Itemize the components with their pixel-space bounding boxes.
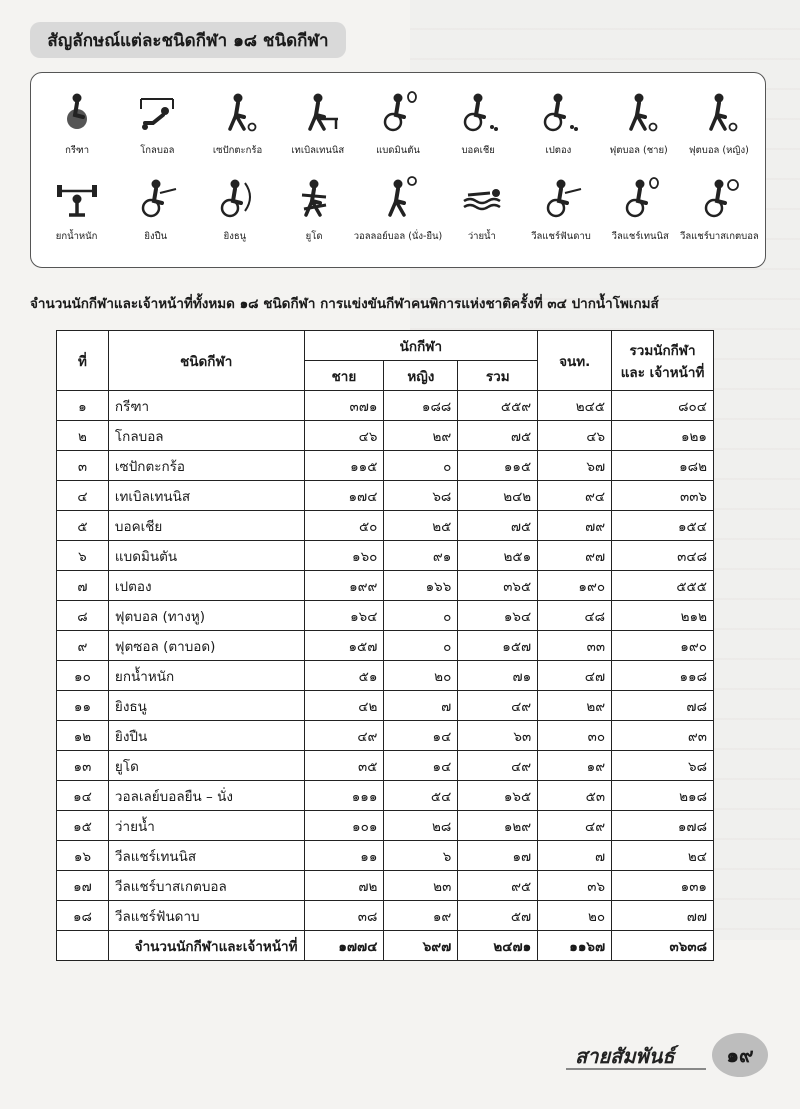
- cell-male: ๑๗๔: [304, 481, 384, 511]
- cell-no: ๕: [57, 511, 109, 541]
- cell-female: ๐: [384, 631, 458, 661]
- cell-staff: ๙๗: [538, 541, 612, 571]
- totals-total: ๓๖๓๘: [612, 931, 714, 961]
- cell-sport: ยกน้ำหนัก: [108, 661, 304, 691]
- cell-no: ๑: [57, 391, 109, 421]
- cell-sum: ๖๓: [458, 721, 538, 751]
- cell-total: ๗๘: [612, 691, 714, 721]
- cell-sum: ๗๑: [458, 661, 538, 691]
- cell-male: ๑๑๑: [304, 781, 384, 811]
- cell-sport: วีลแชร์ฟันดาบ: [108, 901, 304, 931]
- page-title: สัญลักษณ์แต่ละชนิดกีฬา ๑๘ ชนิดกีฬา: [30, 22, 346, 58]
- header-no: ที่: [57, 331, 109, 391]
- wheelchair-basketball-icon: [697, 175, 741, 223]
- totals-row: [57, 931, 714, 961]
- table-row: [57, 541, 714, 571]
- cell-female: ๑๔: [384, 721, 458, 751]
- table-row: [57, 451, 714, 481]
- cell-total: ๑๗๘: [612, 811, 714, 841]
- sport-symbol-label: กรีฑา: [65, 145, 90, 156]
- sport-symbol-label: โกลบอล: [140, 145, 175, 156]
- cell-no: ๑๑: [57, 691, 109, 721]
- cell-female: ๒๐: [384, 661, 458, 691]
- boccia-icon: [456, 89, 500, 137]
- table-row: [57, 661, 714, 691]
- cell-staff: ๒๙: [538, 691, 612, 721]
- sport-symbol-label: เทเบิลเทนนิส: [291, 145, 345, 156]
- sport-symbol-label: ฟุตบอล (หญิง): [688, 145, 749, 156]
- header-athletes: นักกีฬา: [304, 331, 538, 361]
- cell-female: ๙๑: [384, 541, 458, 571]
- totals-male: ๑๗๗๔: [304, 931, 384, 961]
- cell-sum: ๓๖๕: [458, 571, 538, 601]
- table-row: [57, 751, 714, 781]
- header-total: รวมนักกีฬา และ เจ้าหน้าที่: [612, 331, 714, 391]
- header-sum: รวม: [458, 361, 538, 391]
- cell-sum: ๗๕: [458, 511, 538, 541]
- table-body: [57, 391, 714, 931]
- header-staff: จนท.: [538, 331, 612, 391]
- cell-staff: ๑๙๐: [538, 571, 612, 601]
- cell-total: ๓๓๖: [612, 481, 714, 511]
- logo-underline: [566, 1068, 706, 1070]
- cell-sum: ๗๕: [458, 421, 538, 451]
- cell-staff: ๗: [538, 841, 612, 871]
- cell-sum: ๑๖๔: [458, 601, 538, 631]
- wheelchair-tennis-icon: [618, 175, 662, 223]
- cell-sport: วีลแชร์เทนนิส: [108, 841, 304, 871]
- cell-no: ๒: [57, 421, 109, 451]
- table-row: [57, 841, 714, 871]
- cell-no: ๔: [57, 481, 109, 511]
- cell-staff: ๒๔๕: [538, 391, 612, 421]
- cell-total: ๒๑๘: [612, 781, 714, 811]
- cell-male: ๕๑: [304, 661, 384, 691]
- cell-total: ๒๑๒: [612, 601, 714, 631]
- sport-symbol-label: วีลแชร์บาสเกตบอล: [680, 231, 759, 242]
- badminton-icon: [376, 89, 420, 137]
- cell-sport: ว่ายน้ำ: [108, 811, 304, 841]
- cell-staff: ๕๓: [538, 781, 612, 811]
- cell-no: ๑๔: [57, 781, 109, 811]
- table-tennis-icon: [296, 89, 340, 137]
- cell-total: ๑๓๑: [612, 871, 714, 901]
- cell-no: ๙: [57, 631, 109, 661]
- cell-no: ๘: [57, 601, 109, 631]
- cell-no: ๑๓: [57, 751, 109, 781]
- sport-symbol: [438, 89, 518, 158]
- cell-total: ๑๑๘: [612, 661, 714, 691]
- table-row: [57, 421, 714, 451]
- cell-sport: ยิงธนู: [108, 691, 304, 721]
- totals-sum: ๒๔๗๑: [458, 931, 538, 961]
- cell-sport: ฟุตซอล (ตาบอด): [108, 631, 304, 661]
- cell-total: ๑๒๑: [612, 421, 714, 451]
- judo-icon: [292, 175, 336, 223]
- sport-symbol: [601, 175, 680, 244]
- cell-female: ๖๘: [384, 481, 458, 511]
- cell-sport: ฟุตบอล (ทางหู): [108, 601, 304, 631]
- table-row: [57, 721, 714, 751]
- goalball-icon: [135, 89, 179, 137]
- cell-total: ๖๘: [612, 751, 714, 781]
- cell-no: ๑๖: [57, 841, 109, 871]
- cell-sum: ๑๖๕: [458, 781, 538, 811]
- table-row: [57, 871, 714, 901]
- cell-sport: โกลบอล: [108, 421, 304, 451]
- football-men-icon: [617, 89, 661, 137]
- cell-male: ๑๙๙: [304, 571, 384, 601]
- table-row: [57, 901, 714, 931]
- sport-symbol: [521, 175, 600, 244]
- cell-total: ๓๔๘: [612, 541, 714, 571]
- cell-sport: วีลแชร์บาสเกตบอล: [108, 871, 304, 901]
- cell-total: ๘๐๔: [612, 391, 714, 421]
- sport-symbol-label: บอคเชีย: [461, 145, 495, 156]
- cell-no: ๑๘: [57, 901, 109, 931]
- cell-female: ๕๔: [384, 781, 458, 811]
- wheelchair-fencing-icon: [539, 175, 583, 223]
- cell-total: ๑๘๒: [612, 451, 714, 481]
- cell-staff: ๔๖: [538, 421, 612, 451]
- cell-sum: ๑๒๙: [458, 811, 538, 841]
- cell-male: ๔๒: [304, 691, 384, 721]
- cell-no: ๑๗: [57, 871, 109, 901]
- table-row: [57, 391, 714, 421]
- cell-sum: ๙๕: [458, 871, 538, 901]
- cell-total: ๑๙๐: [612, 631, 714, 661]
- cell-total: ๗๗: [612, 901, 714, 931]
- sport-symbol-label: เปตอง: [545, 145, 572, 156]
- cell-female: ๖: [384, 841, 458, 871]
- table-row: [57, 631, 714, 661]
- cell-sport: ยูโด: [108, 751, 304, 781]
- cell-female: ๐: [384, 601, 458, 631]
- sport-symbol-label: ฟุตบอล (ชาย): [609, 145, 668, 156]
- sport-symbol: [197, 89, 277, 158]
- sport-symbol-label: แบดมินตัน: [376, 145, 420, 156]
- cell-male: ๑๖๔: [304, 601, 384, 631]
- cell-male: ๑๐๑: [304, 811, 384, 841]
- cell-female: ๑๖๖: [384, 571, 458, 601]
- swimming-icon: [460, 175, 504, 223]
- icons-row-1: [37, 89, 759, 158]
- sport-symbol: [37, 175, 116, 244]
- cell-staff: ๒๐: [538, 901, 612, 931]
- sepak-takraw-icon: [216, 89, 260, 137]
- cell-female: ๒๕: [384, 511, 458, 541]
- cell-male: ๓๗๑: [304, 391, 384, 421]
- cell-male: ๔๙: [304, 721, 384, 751]
- archery-icon: [213, 175, 257, 223]
- header-sport: ชนิดกีฬา: [108, 331, 304, 391]
- wheelchair-racing-icon: [55, 89, 99, 137]
- sport-symbol: [599, 89, 679, 158]
- magazine-logo: สายสัมพันธ์: [575, 1044, 675, 1068]
- cell-female: ๗: [384, 691, 458, 721]
- sport-symbol-label: วีลแชร์ฟันดาบ: [531, 231, 591, 242]
- sport-symbol: [275, 175, 354, 244]
- cell-sport: บอคเชีย: [108, 511, 304, 541]
- sport-symbol-label: วีลแชร์เทนนิส: [611, 231, 669, 242]
- cell-sport: กรีฑา: [108, 391, 304, 421]
- header-male: ชาย: [304, 361, 384, 391]
- cell-male: ๑๑๕: [304, 451, 384, 481]
- cell-female: ๒๘: [384, 811, 458, 841]
- cell-staff: ๓๖: [538, 871, 612, 901]
- sport-symbol-label: ว่ายน้ำ: [467, 231, 496, 242]
- totals-staff: ๑๑๖๗: [538, 931, 612, 961]
- cell-staff: ๔๗: [538, 661, 612, 691]
- cell-total: ๙๓: [612, 721, 714, 751]
- cell-no: ๑๐: [57, 661, 109, 691]
- cell-no: ๑๕: [57, 811, 109, 841]
- sport-symbol: [518, 89, 598, 158]
- cell-no: ๖: [57, 541, 109, 571]
- cell-sum: ๕๕๙: [458, 391, 538, 421]
- petanque-icon: [536, 89, 580, 137]
- volleyball-icon: [376, 175, 420, 223]
- cell-sum: ๒๕๑: [458, 541, 538, 571]
- cell-no: ๑๒: [57, 721, 109, 751]
- cell-staff: ๗๙: [538, 511, 612, 541]
- cell-sum: ๔๙: [458, 751, 538, 781]
- icons-row-2: [37, 175, 759, 244]
- cell-staff: ๖๗: [538, 451, 612, 481]
- sport-symbol: [442, 175, 521, 244]
- cell-female: ๒๓: [384, 871, 458, 901]
- table-row: [57, 571, 714, 601]
- cell-staff: ๑๙: [538, 751, 612, 781]
- sport-symbol-label: ยิงธนู: [223, 231, 247, 242]
- cell-male: ๕๐: [304, 511, 384, 541]
- cell-sum: ๕๗: [458, 901, 538, 931]
- cell-sport: วอลเลย์บอลยืน – นั่ง: [108, 781, 304, 811]
- sport-symbol: [37, 89, 117, 158]
- totals-label: จำนวนนักกีฬาและเจ้าหน้าที่: [108, 931, 304, 961]
- cell-male: ๔๖: [304, 421, 384, 451]
- sport-symbol: [117, 89, 197, 158]
- cell-female: ๒๙: [384, 421, 458, 451]
- header-female: หญิง: [384, 361, 458, 391]
- athletes-table: [56, 330, 714, 961]
- cell-sport: เทเบิลเทนนิส: [108, 481, 304, 511]
- cell-staff: ๓๐: [538, 721, 612, 751]
- cell-male: ๓๘: [304, 901, 384, 931]
- sport-symbol: [116, 175, 195, 244]
- table-row: [57, 511, 714, 541]
- sport-symbol-label: เซปักตะกร้อ: [212, 145, 263, 156]
- cell-total: ๑๕๔: [612, 511, 714, 541]
- sport-symbol-label: วอลลอย์บอล (นั่ง-ยืน): [353, 231, 443, 242]
- cell-male: ๑๖๐: [304, 541, 384, 571]
- powerlifting-icon: [55, 175, 99, 223]
- cell-total: ๒๔: [612, 841, 714, 871]
- table-title: จำนวนนักกีฬาและเจ้าหน้าที่ทั้งหมด ๑๘ ชนิดกีฬา การแข่งขันกีฬาคนพิการแห่งชาติครั้งที่ ๓๔ ปากน้ำโพเกมส์: [30, 296, 659, 312]
- sport-symbol: [679, 89, 759, 158]
- cell-total: ๕๕๕: [612, 571, 714, 601]
- sport-symbol: [195, 175, 274, 244]
- table-row: [57, 691, 714, 721]
- table-row: [57, 811, 714, 841]
- cell-female: ๑๔: [384, 751, 458, 781]
- table-row: [57, 781, 714, 811]
- sport-symbol-label: ยูโด: [305, 231, 323, 242]
- sport-symbol-label: ยิงปืน: [144, 231, 168, 242]
- cell-sum: ๒๔๒: [458, 481, 538, 511]
- cell-female: ๑๘๘: [384, 391, 458, 421]
- cell-sport: เปตอง: [108, 571, 304, 601]
- cell-no: ๗: [57, 571, 109, 601]
- totals-female: ๖๙๗: [384, 931, 458, 961]
- cell-female: ๑๙: [384, 901, 458, 931]
- cell-male: ๑๕๗: [304, 631, 384, 661]
- cell-female: ๐: [384, 451, 458, 481]
- cell-male: ๓๕: [304, 751, 384, 781]
- table-row: [57, 601, 714, 631]
- cell-sport: แบดมินตัน: [108, 541, 304, 571]
- table-row: [57, 481, 714, 511]
- sport-symbol-label: ยกน้ำหนัก: [55, 231, 98, 242]
- cell-no: ๓: [57, 451, 109, 481]
- cell-staff: ๓๓: [538, 631, 612, 661]
- sport-symbol: [354, 175, 443, 244]
- cell-staff: ๙๔: [538, 481, 612, 511]
- cell-sum: ๔๙: [458, 691, 538, 721]
- cell-sum: ๑๑๕: [458, 451, 538, 481]
- cell-staff: ๔๙: [538, 811, 612, 841]
- cell-sport: ยิงปืน: [108, 721, 304, 751]
- cell-male: ๗๒: [304, 871, 384, 901]
- cell-sum: ๑๕๗: [458, 631, 538, 661]
- sport-symbol: [680, 175, 759, 244]
- cell-male: ๑๑: [304, 841, 384, 871]
- football-women-icon: [697, 89, 741, 137]
- cell-sport: เซปักตะกร้อ: [108, 451, 304, 481]
- sport-symbol: [278, 89, 358, 158]
- cell-sum: ๑๗: [458, 841, 538, 871]
- sport-symbol: [358, 89, 438, 158]
- shooting-icon: [134, 175, 178, 223]
- page-number: ๑๙: [712, 1033, 768, 1077]
- sport-icons-panel: [30, 72, 766, 268]
- cell-staff: ๔๘: [538, 601, 612, 631]
